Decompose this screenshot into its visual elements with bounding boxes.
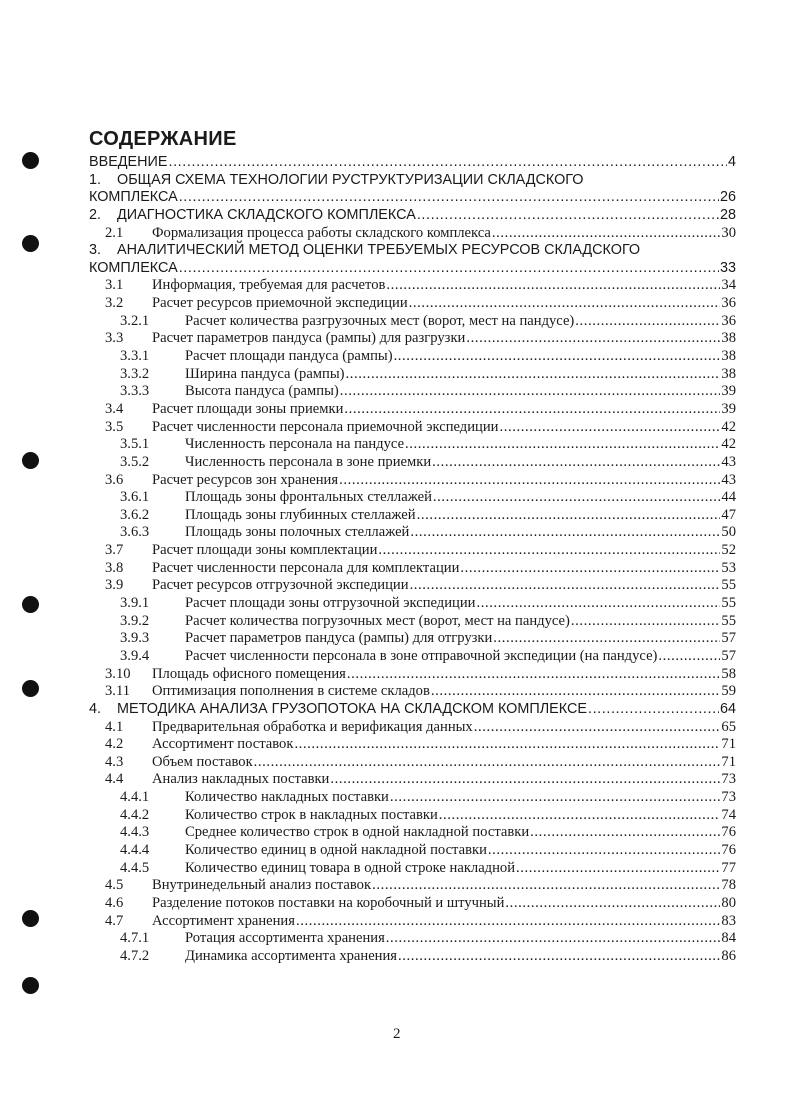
dot-leader bbox=[179, 189, 719, 205]
toc-entry[interactable] bbox=[89, 860, 736, 878]
page-ref: 4 bbox=[727, 154, 736, 170]
section-title: Расчет количества разгрузочных мест (ворот, мест на пандусе) bbox=[185, 312, 575, 329]
section-title: Площадь офисного помещения bbox=[152, 665, 346, 682]
section-number: 4.4.5 bbox=[120, 859, 150, 876]
toc-entry[interactable] bbox=[89, 789, 736, 807]
page-ref: 55 bbox=[721, 612, 736, 629]
page-ref: 33 bbox=[719, 259, 736, 276]
page-ref: 28 bbox=[719, 206, 736, 223]
toc-entry[interactable] bbox=[89, 472, 736, 490]
page-ref: 53 bbox=[721, 559, 736, 576]
section-title: Формализация процесса работы складского комплекса bbox=[152, 224, 491, 241]
section-number: 4.4.3 bbox=[120, 824, 150, 841]
dot-leader bbox=[499, 419, 720, 436]
toc-entry[interactable] bbox=[89, 701, 736, 719]
page-ref: 76 bbox=[721, 824, 736, 841]
toc-entry[interactable] bbox=[89, 330, 736, 348]
section-number: 3.10 bbox=[105, 665, 131, 682]
section-number: 2. bbox=[89, 206, 102, 223]
dot-leader bbox=[347, 666, 721, 683]
page-ref: 86 bbox=[721, 947, 736, 964]
dot-leader bbox=[588, 701, 719, 717]
section-title: АНАЛИТИЧЕСКИЙ МЕТОД ОЦЕНКИ ТРЕБУЕМЫХ РЕСУРСОВ СКЛАДСКОГО bbox=[117, 242, 641, 259]
page-ref: 43 bbox=[721, 471, 736, 488]
toc-entry[interactable] bbox=[89, 719, 736, 737]
page-ref: 65 bbox=[721, 718, 736, 735]
page-ref: 64 bbox=[719, 700, 736, 717]
page-ref: 38 bbox=[721, 365, 736, 382]
dot-leader bbox=[405, 436, 720, 453]
page-ref: 58 bbox=[721, 665, 736, 682]
section-title: МЕТОДИКА АНАЛИЗА ГРУЗОПОТОКА НА СКЛАДСКОМ КОМПЛЕКСЕ bbox=[117, 700, 587, 717]
section-title: Ассортимент поставок bbox=[152, 736, 294, 753]
page-ref: 74 bbox=[721, 806, 736, 823]
dot-leader bbox=[296, 913, 720, 930]
toc-entry[interactable] bbox=[89, 595, 736, 613]
page-ref: 43 bbox=[721, 453, 736, 470]
section-number: 3.6 bbox=[105, 471, 124, 488]
section-number: 4.6 bbox=[105, 894, 124, 911]
dot-leader bbox=[179, 260, 719, 276]
section-number: 3.2 bbox=[105, 295, 124, 312]
page-ref: 50 bbox=[721, 524, 736, 541]
dot-leader bbox=[431, 683, 721, 700]
section-title: Расчет ресурсов приемочной экспедиции bbox=[152, 295, 408, 312]
page-number: 2 bbox=[393, 1026, 401, 1042]
section-title: Количество накладных поставки bbox=[185, 789, 389, 806]
section-number: 3. bbox=[89, 242, 102, 259]
punch-hole bbox=[22, 152, 39, 169]
section-title: Оптимизация пополнения в системе складов bbox=[152, 683, 430, 700]
toc-entry[interactable] bbox=[89, 666, 736, 684]
section-title: Расчет параметров пандуса (рампы) для отгрузки bbox=[185, 630, 493, 647]
section-number: 4.1 bbox=[105, 718, 124, 735]
page-ref: 44 bbox=[721, 489, 736, 506]
section-number: 3.2.1 bbox=[120, 312, 150, 329]
punch-hole bbox=[22, 910, 39, 927]
section-title: Расчет численности персонала в зоне отправочной экспедиции (на пандусе) bbox=[185, 647, 658, 664]
section-number: 3.9.4 bbox=[120, 647, 150, 664]
page-ref: 42 bbox=[721, 436, 736, 453]
toc-entry[interactable] bbox=[89, 542, 736, 560]
dot-leader bbox=[330, 771, 720, 788]
page-ref: 77 bbox=[721, 859, 736, 876]
section-title: Предварительная обработка и верификация данных bbox=[152, 718, 473, 735]
section-number: 4.7.1 bbox=[120, 930, 150, 947]
dot-leader bbox=[394, 348, 721, 365]
dot-leader bbox=[493, 630, 720, 647]
page-ref: 84 bbox=[721, 930, 736, 947]
section-title: Площадь зоны глубинных стеллажей bbox=[185, 506, 416, 523]
section-title: Количество строк в накладных поставки bbox=[185, 806, 438, 823]
section-title: Расчет количества погрузочных мест (ворот, мест на пандусе) bbox=[185, 612, 570, 629]
section-title: Площадь зоны фронтальных стеллажей bbox=[185, 489, 432, 506]
dot-leader bbox=[410, 577, 721, 594]
page-ref: 80 bbox=[721, 894, 736, 911]
section-number: 3.9.2 bbox=[120, 612, 150, 629]
page-ref: 42 bbox=[721, 418, 736, 435]
toc-entry[interactable] bbox=[89, 225, 736, 243]
toc-entry[interactable] bbox=[89, 683, 736, 701]
page-ref: 38 bbox=[721, 330, 736, 347]
toc-entry[interactable] bbox=[89, 771, 736, 789]
section-number: 3.9.3 bbox=[120, 630, 150, 647]
dot-leader bbox=[432, 454, 720, 471]
section-title: Расчет ресурсов отгрузочной экспедиции bbox=[152, 577, 409, 594]
page-ref: 52 bbox=[721, 542, 736, 559]
toc-entry[interactable] bbox=[89, 154, 736, 172]
toc-entry[interactable] bbox=[89, 383, 736, 401]
section-title-continued: КОМПЛЕКСА bbox=[89, 259, 178, 276]
section-number: 3.7 bbox=[105, 542, 124, 559]
page-ref: 39 bbox=[721, 400, 736, 417]
page-ref: 38 bbox=[721, 348, 736, 365]
section-number: 4.2 bbox=[105, 736, 124, 753]
punch-hole bbox=[22, 235, 39, 252]
toc-entry-continuation bbox=[89, 189, 736, 207]
section-number: 2.1 bbox=[105, 224, 124, 241]
section-title: Среднее количество строк в одной накладной поставки bbox=[185, 824, 530, 841]
section-title: Расчет численности персонала приемочной экспедиции bbox=[152, 418, 499, 435]
section-title: Расчет ресурсов зон хранения bbox=[152, 471, 339, 488]
toc-entry[interactable] bbox=[89, 366, 736, 384]
dot-leader bbox=[575, 313, 720, 330]
section-number: 3.5.2 bbox=[120, 453, 150, 470]
section-number: 3.11 bbox=[105, 683, 130, 700]
toc-entry[interactable] bbox=[89, 913, 736, 931]
toc-entry[interactable] bbox=[89, 577, 736, 595]
section-number: 3.5.1 bbox=[120, 436, 150, 453]
dot-leader bbox=[168, 154, 727, 170]
section-number: 4.7.2 bbox=[120, 947, 150, 964]
page-ref: 47 bbox=[721, 506, 736, 523]
section-number: 3.3 bbox=[105, 330, 124, 347]
dot-leader bbox=[571, 613, 721, 630]
page-title: СОДЕРЖАНИЕ bbox=[89, 128, 237, 150]
toc-entry[interactable] bbox=[89, 524, 736, 542]
page-ref: 57 bbox=[721, 647, 736, 664]
toc-entry[interactable] bbox=[89, 489, 736, 507]
dot-leader bbox=[460, 560, 720, 577]
dot-leader bbox=[417, 207, 719, 223]
dot-leader bbox=[530, 824, 720, 841]
section-title: Разделение потоков поставки на коробочный и штучный bbox=[152, 894, 505, 911]
section-title: Численность персонала на пандусе bbox=[185, 436, 405, 453]
toc-entry[interactable] bbox=[89, 295, 736, 313]
section-title: Расчет площади зоны отгрузочной экспедиции bbox=[185, 595, 476, 612]
dot-leader bbox=[409, 295, 721, 312]
page-ref: 30 bbox=[721, 224, 736, 241]
section-number: 3.3.3 bbox=[120, 383, 150, 400]
section-title: Расчет площади зоны комплектации bbox=[152, 542, 378, 559]
dot-leader bbox=[474, 719, 721, 736]
dot-leader bbox=[658, 648, 720, 665]
toc-entry[interactable] bbox=[89, 436, 736, 454]
section-number: 4.4.4 bbox=[120, 841, 150, 858]
table-of-contents bbox=[89, 154, 736, 965]
toc-entry[interactable] bbox=[89, 313, 736, 331]
section-title: Расчет численности персонала для комплектации bbox=[152, 559, 460, 576]
toc-entry[interactable] bbox=[89, 454, 736, 472]
dot-leader bbox=[439, 807, 721, 824]
toc-entry[interactable] bbox=[89, 824, 736, 842]
section-number: 4.4 bbox=[105, 771, 124, 788]
section-number: 4.3 bbox=[105, 753, 124, 770]
page-ref: 55 bbox=[721, 577, 736, 594]
toc-entry[interactable] bbox=[89, 401, 736, 419]
dot-leader bbox=[417, 507, 721, 524]
section-title: Площадь зоны полочных стеллажей bbox=[185, 524, 410, 541]
toc-entry[interactable] bbox=[89, 207, 736, 225]
section-title: Анализ накладных поставки bbox=[152, 771, 330, 788]
section-number: 3.9.1 bbox=[120, 595, 150, 612]
section-number: 3.4 bbox=[105, 400, 124, 417]
section-number: 3.1 bbox=[105, 277, 124, 294]
toc-entry[interactable] bbox=[89, 348, 736, 366]
toc-entry[interactable] bbox=[89, 560, 736, 578]
section-number: 4. bbox=[89, 700, 102, 717]
dot-leader bbox=[372, 877, 720, 894]
section-number: 3.6.1 bbox=[120, 489, 150, 506]
section-title: Внутринедельный анализ поставок bbox=[152, 877, 372, 894]
section-number: 4.4.2 bbox=[120, 806, 150, 823]
dot-leader bbox=[433, 489, 721, 506]
punch-hole bbox=[22, 596, 39, 613]
section-number: 3.5 bbox=[105, 418, 124, 435]
page-ref: 55 bbox=[721, 595, 736, 612]
section-title: Информация, требуемая для расчетов bbox=[152, 277, 386, 294]
section-title: Численность персонала в зоне приемки bbox=[185, 453, 432, 470]
toc-entry[interactable] bbox=[89, 807, 736, 825]
dot-leader bbox=[386, 277, 720, 294]
dot-leader bbox=[344, 401, 720, 418]
dot-leader bbox=[339, 472, 720, 489]
section-number: 3.3.1 bbox=[120, 348, 150, 365]
dot-leader bbox=[505, 895, 720, 912]
dot-leader bbox=[294, 736, 720, 753]
section-title: Расчет параметров пандуса (рампы) для разгрузки bbox=[152, 330, 466, 347]
toc-entry-line[interactable] bbox=[89, 242, 736, 260]
dot-leader bbox=[410, 524, 720, 541]
dot-leader bbox=[254, 754, 721, 771]
punch-hole bbox=[22, 680, 39, 697]
section-title: Количество единиц товара в одной строке накладной bbox=[185, 859, 516, 876]
page-ref: 26 bbox=[719, 189, 736, 206]
punch-hole bbox=[22, 452, 39, 469]
section-title: ДИАГНОСТИКА СКЛАДСКОГО КОМПЛЕКСА bbox=[117, 206, 416, 223]
page-ref: 73 bbox=[721, 771, 736, 788]
section-title: ОБЩАЯ СХЕМА ТЕХНОЛОГИИ РУСТРУКТУРИЗАЦИИ СКЛАДСКОГО bbox=[117, 171, 584, 188]
page-ref: 39 bbox=[721, 383, 736, 400]
page-ref: 76 bbox=[721, 841, 736, 858]
toc-entry[interactable] bbox=[89, 630, 736, 648]
toc-entry[interactable] bbox=[89, 648, 736, 666]
page-ref: 36 bbox=[721, 295, 736, 312]
toc-entry[interactable] bbox=[89, 277, 736, 295]
dot-leader bbox=[340, 383, 721, 400]
dot-leader bbox=[466, 330, 720, 347]
toc-entry-line[interactable] bbox=[89, 172, 736, 190]
section-number: 4.4.1 bbox=[120, 789, 150, 806]
page-ref: 71 bbox=[721, 736, 736, 753]
toc-entry[interactable] bbox=[89, 948, 736, 966]
toc-entry[interactable] bbox=[89, 613, 736, 631]
page-ref: 83 bbox=[721, 912, 736, 929]
section-title: Расчет площади пандуса (рампы) bbox=[185, 348, 393, 365]
section-title: Количество единиц в одной накладной поставки bbox=[185, 841, 487, 858]
dot-leader bbox=[378, 542, 720, 559]
section-title: Динамика ассортимента хранения bbox=[185, 947, 398, 964]
section-number: 1. bbox=[89, 171, 102, 188]
toc-entry[interactable] bbox=[89, 507, 736, 525]
section-number: 3.8 bbox=[105, 559, 124, 576]
toc-entry-continuation bbox=[89, 260, 736, 278]
dot-leader bbox=[476, 595, 720, 612]
page-ref: 78 bbox=[721, 877, 736, 894]
dot-leader bbox=[488, 842, 721, 859]
toc-entry[interactable] bbox=[89, 736, 736, 754]
section-title: Ширина пандуса (рампы) bbox=[185, 365, 345, 382]
section-number: 4.7 bbox=[105, 912, 124, 929]
section-title: Высота пандуса (рампы) bbox=[185, 383, 339, 400]
punch-hole bbox=[22, 977, 39, 994]
section-title: Объем поставок bbox=[152, 753, 253, 770]
section-number: 3.6.2 bbox=[120, 506, 150, 523]
section-title: Ротация ассортимента хранения bbox=[185, 930, 385, 947]
toc-entry[interactable] bbox=[89, 877, 736, 895]
section-number: 3.9 bbox=[105, 577, 124, 594]
section-number: 3.6.3 bbox=[120, 524, 150, 541]
section-title-continued: КОМПЛЕКСА bbox=[89, 189, 178, 206]
section-number: 4.5 bbox=[105, 877, 124, 894]
page-ref: 57 bbox=[721, 630, 736, 647]
page-ref: 36 bbox=[721, 312, 736, 329]
toc-entry[interactable] bbox=[89, 930, 736, 948]
dot-leader bbox=[492, 225, 721, 242]
section-title: Ассортимент хранения bbox=[152, 912, 295, 929]
page-ref: 34 bbox=[721, 277, 736, 294]
dot-leader bbox=[386, 930, 721, 947]
toc-entry[interactable] bbox=[89, 754, 736, 772]
dot-leader bbox=[516, 860, 720, 877]
section-title: Расчет площади зоны приемки bbox=[152, 400, 344, 417]
section-number: 3.3.2 bbox=[120, 365, 150, 382]
page-ref: 71 bbox=[721, 753, 736, 770]
page-ref: 59 bbox=[721, 683, 736, 700]
toc-entry[interactable] bbox=[89, 842, 736, 860]
dot-leader bbox=[398, 948, 720, 965]
section-title: ВВЕДЕНИЕ bbox=[89, 154, 168, 170]
dot-leader bbox=[390, 789, 721, 806]
toc-entry[interactable] bbox=[89, 419, 736, 437]
page-ref: 73 bbox=[721, 789, 736, 806]
dot-leader bbox=[346, 366, 721, 383]
toc-entry[interactable] bbox=[89, 895, 736, 913]
